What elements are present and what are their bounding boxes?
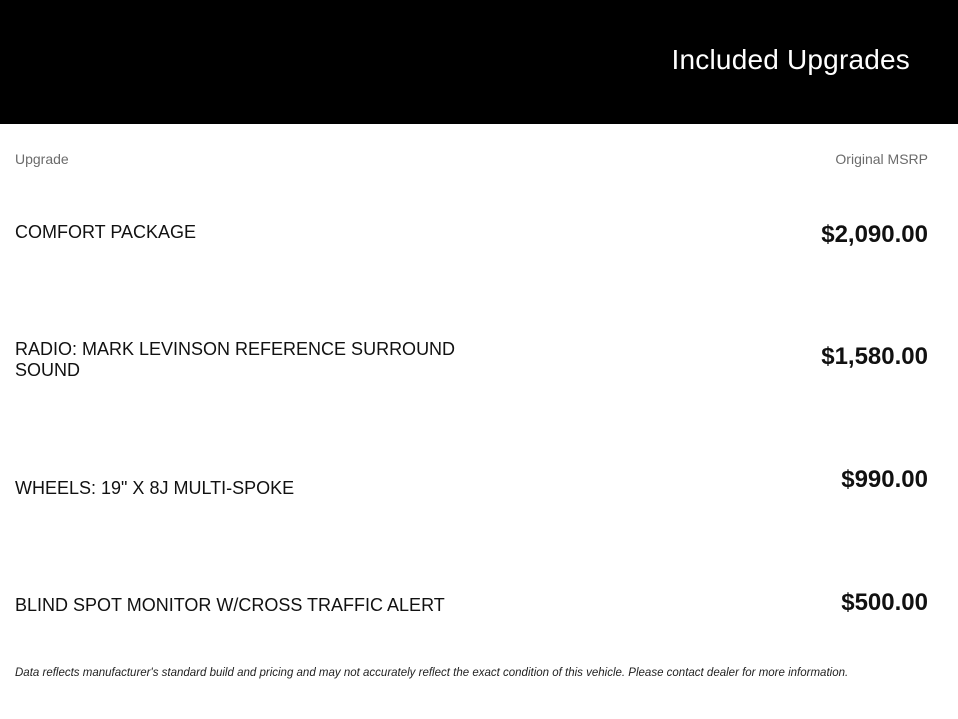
- upgrade-price: $500.00: [841, 589, 928, 616]
- upgrade-price: $1,580.00: [821, 343, 928, 370]
- column-header-upgrade: Upgrade: [15, 151, 69, 167]
- upgrade-name: COMFORT PACKAGE: [15, 222, 197, 242]
- page-title: Included Upgrades: [671, 44, 910, 75]
- disclaimer-footnote: Data reflects manufacturer's standard build and pricing and may not accurately reflect the exact condition of this vehicle. Please contact dealer for more information.: [15, 667, 849, 679]
- upgrade-name: RADIO: MARK LEVINSON REFERENCE SURROUND SOUND: [15, 339, 456, 380]
- header-bar: [0, 0, 958, 124]
- column-header-msrp: Original MSRP: [835, 151, 928, 167]
- upgrade-price: $2,090.00: [821, 221, 928, 248]
- upgrade-name: BLIND SPOT MONITOR W/CROSS TRAFFIC ALERT: [15, 595, 445, 615]
- upgrade-price: $990.00: [841, 466, 928, 493]
- upgrade-name: WHEELS: 19" X 8J MULTI-SPOKE: [15, 478, 295, 498]
